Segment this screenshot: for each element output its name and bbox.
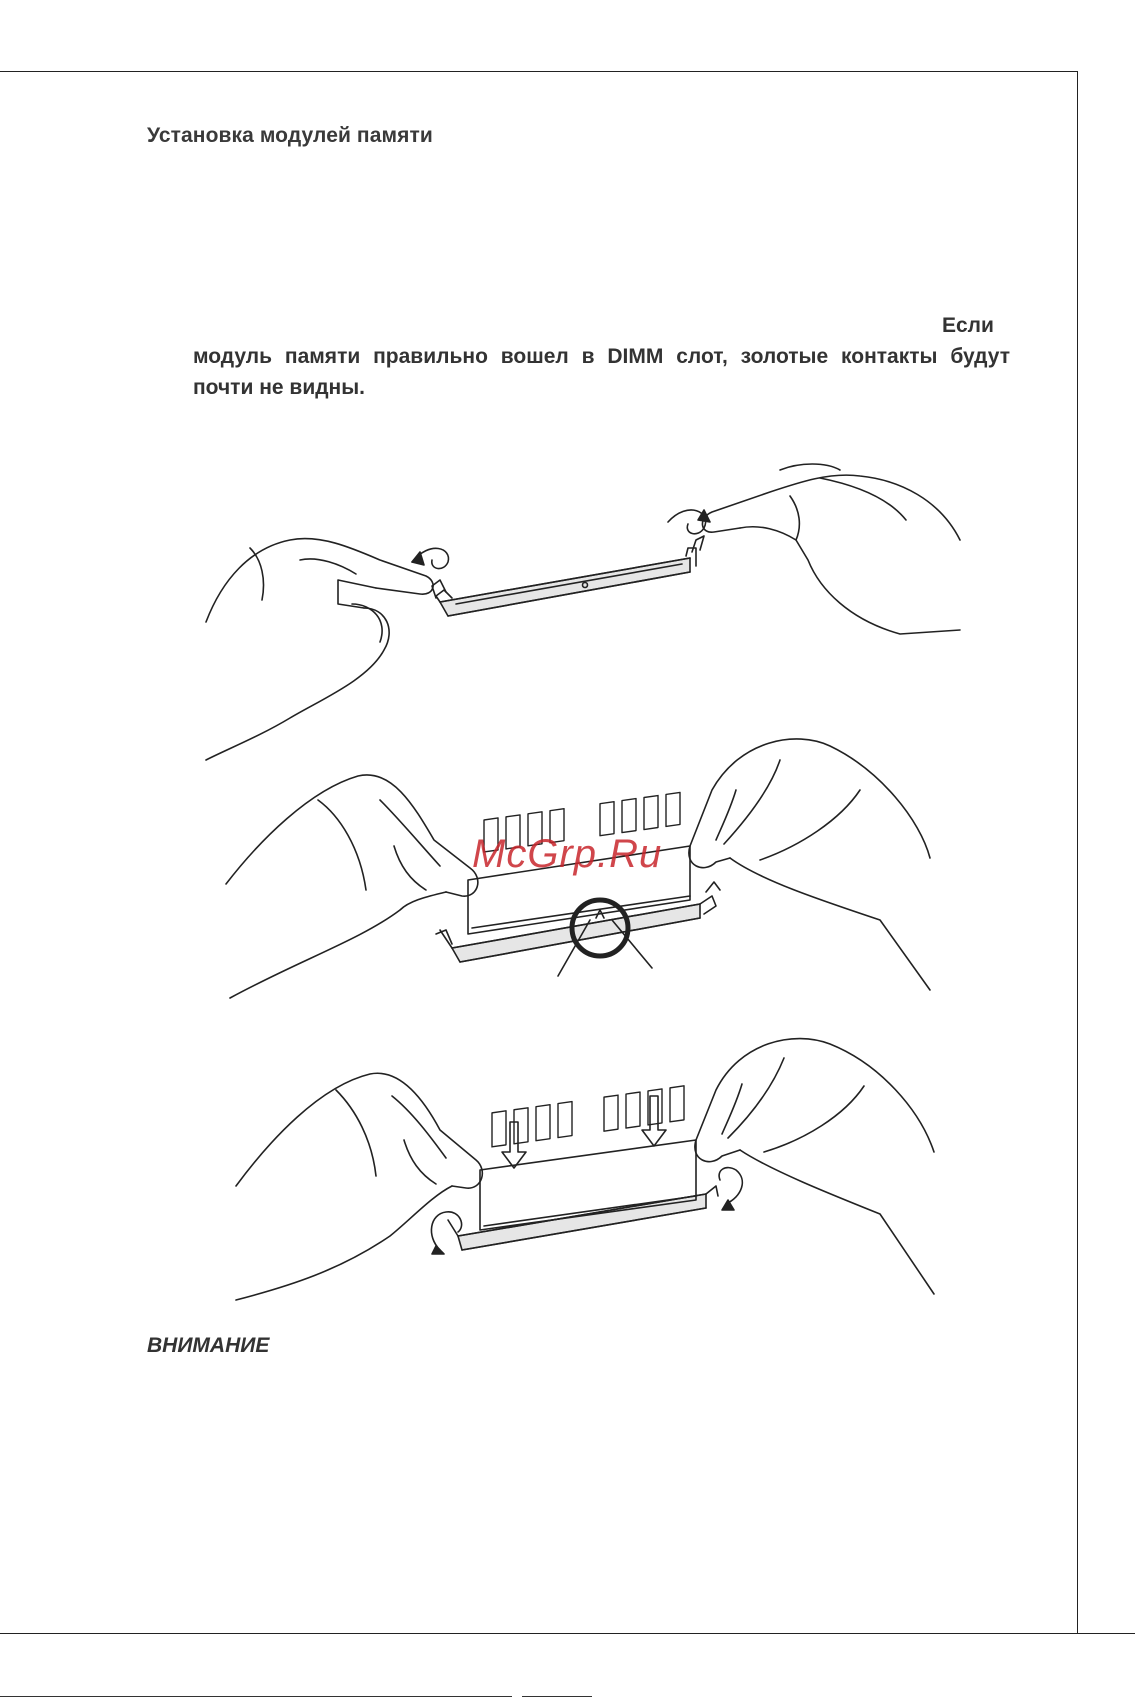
open-latches-illustration (206, 464, 960, 760)
press-module-illustration (236, 1039, 934, 1300)
paragraph-rest: модуль памяти правильно вошел в DIMM слот, золотые контакты будут почти не видны. (193, 345, 1010, 399)
warning-label: ВНИМАНИЕ (147, 1334, 270, 1357)
section-heading: Установка модулей памяти (147, 124, 433, 147)
watermark-text: McGrp.Ru (472, 832, 663, 876)
paragraph-start: Если (942, 314, 994, 337)
